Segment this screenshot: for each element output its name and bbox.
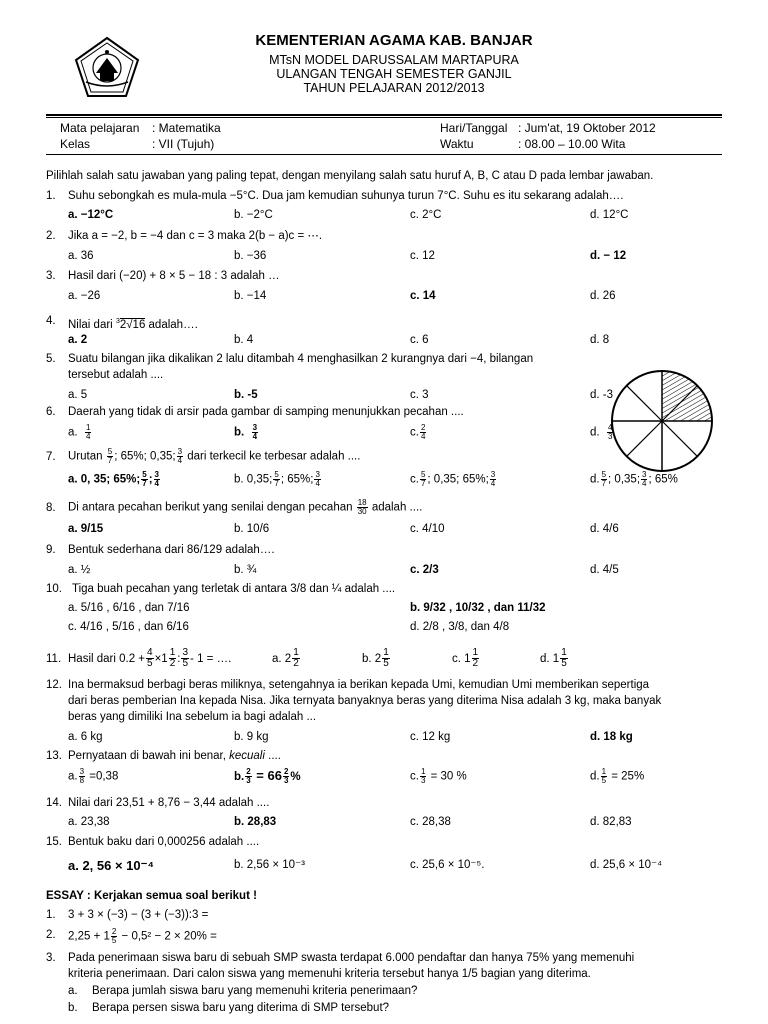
denominator: 2 bbox=[472, 658, 479, 670]
option-b[interactable]: b. ¾ bbox=[234, 564, 257, 576]
root-index: 3 bbox=[115, 318, 120, 325]
option-d[interactable]: d. 4/5 bbox=[590, 564, 619, 576]
fraction bbox=[420, 768, 426, 785]
fraction bbox=[560, 648, 568, 669]
option-a[interactable]: a. 5/16 , 6/16 , dan 7/16 bbox=[68, 602, 190, 614]
question-number: 9. bbox=[46, 544, 56, 556]
options-7 bbox=[46, 471, 726, 493]
question-text-post: - 1 = …. bbox=[190, 653, 232, 665]
option-c[interactable] bbox=[410, 471, 497, 488]
option-a[interactable] bbox=[68, 471, 161, 488]
fraction bbox=[111, 928, 117, 945]
denominator: 4 bbox=[85, 432, 91, 441]
denominator: 4 bbox=[490, 479, 496, 488]
denominator: 2 bbox=[169, 658, 176, 670]
numerator: 1 bbox=[472, 647, 479, 659]
option-a[interactable]: a. 5 bbox=[68, 389, 88, 401]
option-b[interactable]: b. 2,56 × 10⁻³ bbox=[234, 859, 305, 871]
option-text: ; 0,35; 65%; bbox=[427, 473, 489, 486]
option-c[interactable]: c. 4/16 , 5/16 , dan 6/16 bbox=[68, 621, 189, 633]
option-text: b. 2 bbox=[362, 653, 382, 665]
option-text: = 30 % bbox=[427, 770, 467, 783]
question-text-post: adalah…. bbox=[145, 318, 198, 331]
numerator: 1 bbox=[383, 647, 389, 659]
question-number: 1. bbox=[46, 909, 56, 921]
subject-value: : Matematika bbox=[152, 121, 221, 135]
fraction bbox=[382, 648, 390, 669]
denominator: 5 bbox=[147, 658, 153, 670]
denominator: 7 bbox=[601, 479, 607, 488]
day-value: : Jum'at, 19 Oktober 2012 bbox=[518, 121, 656, 135]
option-letter: b. bbox=[234, 426, 245, 439]
fraction bbox=[314, 471, 320, 488]
question-text-pre: Nilai dari bbox=[68, 318, 116, 331]
option-b[interactable]: b. -5 bbox=[234, 389, 258, 401]
denominator: 4 bbox=[420, 432, 426, 441]
question-text: Bentuk sederhana dari 86/129 adalah…. bbox=[68, 544, 275, 556]
question-number: 3. bbox=[46, 270, 56, 282]
denominator: 7 bbox=[142, 479, 147, 488]
question-number: 13. bbox=[46, 750, 62, 762]
class-value: : VII (Tujuh) bbox=[152, 137, 215, 151]
question-text: Suatu bilangan jika dikalikan 2 lalu ditambah 4 menghasilkan 2 kurangnya dari −4, bilangan bbox=[68, 353, 534, 365]
question-number: 1. bbox=[46, 190, 56, 202]
question-number: 2. bbox=[46, 230, 56, 242]
sub-question-letter: a. bbox=[68, 985, 78, 997]
option-text: c. 1 bbox=[452, 653, 471, 665]
denominator: 30 bbox=[357, 507, 367, 516]
denominator: 3 bbox=[283, 776, 289, 786]
option-letter: d. bbox=[590, 770, 600, 783]
numerator: 5 bbox=[142, 470, 147, 479]
denominator: 7 bbox=[107, 456, 113, 465]
question-number: 14. bbox=[46, 797, 62, 809]
numerator: 5 bbox=[107, 447, 113, 456]
options-6 bbox=[46, 424, 726, 446]
question-number: 10. bbox=[46, 583, 62, 595]
option-c[interactable]: c. 14 bbox=[410, 290, 436, 302]
question-number: 11. bbox=[46, 653, 62, 665]
question-text bbox=[68, 448, 360, 465]
question-text-mid: ×1 bbox=[154, 653, 168, 665]
fraction bbox=[472, 648, 480, 669]
option-d[interactable]: d. − 12 bbox=[590, 250, 627, 262]
numerator: 3 bbox=[79, 767, 85, 776]
numerator: 3 bbox=[315, 470, 320, 479]
numerator: 5 bbox=[420, 470, 426, 479]
question-text-post: dari terkecil ke terbesar adalah .... bbox=[184, 450, 361, 463]
denominator: 3 bbox=[420, 776, 426, 785]
option-d[interactable]: d. 26 bbox=[590, 290, 616, 302]
option-d[interactable] bbox=[590, 768, 644, 785]
option-d[interactable]: d. 18 kg bbox=[590, 731, 633, 743]
option-c[interactable]: c. 12 kg bbox=[410, 731, 451, 743]
question-text: 3 + 3 × (−3) − (3 + (−3)):3 = bbox=[68, 909, 209, 921]
option-text: ; 65% bbox=[648, 473, 678, 486]
question-7 bbox=[46, 448, 726, 468]
numerator: 4 bbox=[607, 423, 613, 432]
option-letter: a. bbox=[68, 426, 78, 439]
question-number: 15. bbox=[46, 836, 62, 848]
option-d[interactable]: d. 12°C bbox=[590, 209, 629, 221]
option-d[interactable] bbox=[590, 424, 614, 441]
option-d[interactable]: d. 2/8 , 3/8, dan 4/8 bbox=[410, 621, 510, 633]
option-c[interactable] bbox=[452, 645, 480, 673]
question-text bbox=[68, 645, 231, 673]
option-a[interactable] bbox=[68, 768, 118, 785]
question-number: 4. bbox=[46, 315, 56, 327]
option-b[interactable] bbox=[234, 768, 301, 785]
question-text: tersebut adalah .... bbox=[68, 369, 164, 381]
option-a[interactable] bbox=[272, 645, 301, 673]
question-text-post: adalah .... bbox=[368, 501, 423, 514]
numerator: 3 bbox=[642, 470, 647, 479]
question-11 bbox=[46, 645, 726, 673]
denominator: 4 bbox=[154, 479, 159, 488]
time-label: Waktu bbox=[440, 137, 474, 151]
denominator: 4 bbox=[642, 479, 647, 488]
header-divider bbox=[46, 114, 722, 116]
option-d[interactable]: d. 25,6 × 10⁻⁴ bbox=[590, 859, 663, 871]
day-label: Hari/Tanggal bbox=[440, 121, 508, 135]
school-year: TAHUN PELAJARAN 2012/2013 bbox=[303, 81, 485, 95]
question-text: Bentuk baku dari 0,000256 adalah .... bbox=[68, 836, 260, 848]
instruction: Pilihlah salah satu jawaban yang paling tepat, dengan menyilang salah satu huruf A, B, C atau D pada lembar jawaban. bbox=[46, 170, 654, 182]
denominator: 4 bbox=[252, 432, 258, 441]
option-a[interactable]: a. 23,38 bbox=[68, 816, 110, 828]
question-text: beras yang dimiliki Ina sebelum ia bagi adalah ... bbox=[68, 711, 317, 723]
fraction bbox=[601, 471, 607, 488]
denominator: 7 bbox=[274, 479, 279, 488]
question-number: 2. bbox=[46, 929, 56, 941]
fraction bbox=[107, 448, 113, 465]
question-number: 6. bbox=[46, 406, 56, 418]
numerator: 2 bbox=[246, 767, 251, 777]
fraction bbox=[420, 471, 426, 488]
fraction bbox=[79, 768, 85, 785]
option-b[interactable]: b. 10/6 bbox=[234, 523, 270, 535]
question-text-post: − 0,5² − 2 × 20% = bbox=[118, 930, 217, 943]
denominator: 8 bbox=[79, 776, 85, 785]
numerator: 2 bbox=[283, 767, 289, 777]
fraction bbox=[252, 424, 258, 441]
denominator: 7 bbox=[420, 479, 426, 488]
option-text: ; bbox=[148, 473, 153, 486]
question-text bbox=[68, 499, 422, 516]
sub-question-text: Berapa jumlah siswa baru yang memenuhi kriteria penerimaan? bbox=[92, 985, 418, 997]
option-b[interactable]: b. −14 bbox=[234, 290, 267, 302]
option-c[interactable]: c. 2°C bbox=[410, 209, 442, 221]
question-text-italic: kecuali bbox=[229, 750, 265, 762]
denominator: 5 bbox=[561, 658, 567, 670]
option-a[interactable]: a. 2, 56 × 10⁻⁴ bbox=[68, 858, 154, 873]
info-divider bbox=[46, 154, 722, 155]
denominator: 4 bbox=[315, 479, 320, 488]
option-a[interactable]: a. −26 bbox=[68, 290, 101, 302]
option-b[interactable] bbox=[234, 471, 322, 488]
option-d[interactable] bbox=[590, 471, 678, 488]
question-text: Daerah yang tidak di arsir pada gambar di samping menunjukkan pecahan .... bbox=[68, 406, 464, 418]
question-text-pre: Pernyataan di bawah ini benar, bbox=[68, 750, 230, 762]
question-text bbox=[68, 749, 281, 764]
question-text: dari beras pemberian Ina kepada Nisa. Jika ternyata banyaknya beras yang diterima Nisa adalah 3 kg, maka banyak bbox=[68, 695, 662, 707]
numerator: 3 bbox=[182, 647, 189, 659]
question-text: Ina bermaksud berbagi beras miliknya, setengahnya ia berikan kepada Umi, kemudian Umi memberikan sepertiga bbox=[68, 679, 650, 691]
numerator: 1 bbox=[169, 647, 176, 659]
option-c[interactable]: c. 3 bbox=[410, 389, 429, 401]
fraction bbox=[490, 471, 496, 488]
question-text bbox=[68, 928, 217, 945]
fraction bbox=[141, 471, 147, 488]
option-b[interactable]: b. 9 kg bbox=[234, 731, 269, 743]
numerator: 18 bbox=[357, 498, 367, 507]
question-8 bbox=[46, 499, 726, 519]
fraction bbox=[177, 448, 183, 465]
denominator: 4 bbox=[177, 456, 183, 465]
numerator: 1 bbox=[601, 767, 607, 776]
question-number: 7. bbox=[46, 451, 56, 463]
option-d[interactable]: d. 4/6 bbox=[590, 523, 619, 535]
option-c[interactable]: c. 2/3 bbox=[410, 564, 439, 576]
option-a[interactable] bbox=[68, 424, 92, 441]
option-a[interactable]: a. −12°C bbox=[68, 209, 114, 221]
option-d[interactable]: d. 8 bbox=[590, 334, 610, 346]
denominator: 5 bbox=[383, 658, 389, 670]
fraction bbox=[273, 471, 279, 488]
numerator: 1 bbox=[85, 423, 91, 432]
fraction bbox=[292, 648, 300, 669]
question-number: 5. bbox=[46, 353, 56, 365]
option-text: ; 0,35; bbox=[608, 473, 641, 486]
option-a[interactable]: a. 2 bbox=[68, 334, 88, 346]
question-text-pre: Hasil dari 0.2 + bbox=[68, 653, 146, 665]
numerator: 1 bbox=[420, 767, 426, 776]
denominator: 5 bbox=[111, 936, 117, 945]
option-b[interactable] bbox=[362, 645, 391, 673]
option-c[interactable]: c. 12 bbox=[410, 250, 435, 262]
numerator: 4 bbox=[147, 647, 153, 659]
question-text: Suhu sebongkah es mula-mula −5°C. Dua jam kemudian suhunya turun 7°C. Suhu es itu sekarang adalah…. bbox=[68, 190, 624, 202]
option-a[interactable]: a. 36 bbox=[68, 250, 94, 262]
fraction bbox=[641, 471, 647, 488]
option-c[interactable] bbox=[410, 424, 427, 441]
question-text-post: .... bbox=[264, 750, 281, 762]
fraction bbox=[420, 424, 426, 441]
root-expression: 2√16 bbox=[119, 318, 146, 331]
option-c[interactable] bbox=[410, 768, 467, 785]
option-letter: a. bbox=[68, 770, 78, 783]
option-text: d. 1 bbox=[540, 653, 560, 665]
question-text: Hasil dari (−20) + 8 × 5 − 18 : 3 adalah … bbox=[68, 270, 280, 282]
option-letter: d. bbox=[590, 426, 600, 439]
fraction bbox=[181, 648, 189, 669]
fraction bbox=[85, 424, 91, 441]
fraction bbox=[607, 424, 613, 441]
time-value: : 08.00 – 10.00 Wita bbox=[518, 137, 626, 151]
option-c[interactable]: c. 4/10 bbox=[410, 523, 445, 535]
exam-header bbox=[0, 32, 768, 95]
options-13 bbox=[46, 768, 726, 790]
option-letter: b. bbox=[234, 771, 245, 783]
numerator: 3 bbox=[154, 470, 159, 479]
numerator: 1 bbox=[293, 647, 299, 659]
fraction bbox=[601, 768, 607, 785]
option-text: b. 0,35; bbox=[234, 473, 273, 486]
school-name: MTsN MODEL DARUSSALAM MARTAPURA bbox=[269, 53, 519, 67]
option-d[interactable]: d. -3 bbox=[590, 389, 614, 401]
option-a[interactable]: a. 9/15 bbox=[68, 523, 104, 535]
option-b[interactable]: b. 9/32 , 10/32 , dan 11/32 bbox=[410, 602, 546, 614]
numerator: 2 bbox=[111, 927, 117, 936]
option-text: = 66 bbox=[252, 768, 282, 783]
option-text: a. 2 bbox=[272, 653, 292, 665]
sub-question-text: Berapa persen siswa baru yang diterima di SMP tersebut? bbox=[92, 1002, 390, 1014]
question-text-pre: 2,25 + 1 bbox=[68, 930, 110, 943]
option-text: % bbox=[290, 771, 301, 783]
numerator: 3 bbox=[490, 470, 496, 479]
numerator: 3 bbox=[252, 423, 258, 432]
option-d[interactable] bbox=[540, 645, 569, 673]
question-number: 3. bbox=[46, 952, 56, 964]
fraction bbox=[154, 471, 160, 488]
sub-question-letter: b. bbox=[68, 1002, 78, 1014]
fraction bbox=[283, 768, 289, 785]
fraction bbox=[169, 648, 177, 669]
option-b[interactable]: b. 4 bbox=[234, 334, 254, 346]
option-b[interactable]: b. −2°C bbox=[234, 209, 273, 221]
fraction bbox=[245, 768, 251, 785]
question-text: Nilai dari 23,51 + 8,76 − 3,44 adalah .... bbox=[68, 797, 270, 809]
option-b[interactable]: b. 28,83 bbox=[234, 816, 277, 828]
option-letter: c. bbox=[410, 770, 419, 783]
denominator: 2 bbox=[293, 658, 299, 670]
fraction bbox=[146, 648, 154, 669]
question-text: Jika a = −2, b = −4 dan c = 3 maka 2(b − a)c = ⋯. bbox=[68, 230, 323, 242]
option-text: c. bbox=[410, 473, 419, 486]
numerator: 3 bbox=[177, 447, 183, 456]
question-text-pre: Urutan bbox=[68, 450, 103, 463]
subject-label: Mata pelajaran bbox=[60, 121, 140, 135]
question-text-mid: ; 65%; 0,35; bbox=[114, 450, 176, 463]
essay-title: ESSAY : Kerjakan semua soal berikut ! bbox=[46, 890, 257, 902]
question-number: 8. bbox=[46, 502, 56, 514]
option-text: d. bbox=[590, 473, 600, 486]
numerator: 1 bbox=[561, 647, 567, 659]
option-a[interactable]: a. ½ bbox=[68, 564, 91, 576]
question-text: kriteria penerimaan. Dari calon siswa yang memenuhi kriteria tersebut hanya 1/5 bagian yang diterima. bbox=[68, 968, 591, 980]
denominator: 5 bbox=[601, 776, 607, 785]
option-text: a. 0, 35; 65%; bbox=[68, 473, 141, 486]
option-text: =0,38 bbox=[86, 770, 119, 783]
option-b[interactable]: b. −36 bbox=[234, 250, 267, 262]
option-c[interactable]: c. 28,38 bbox=[410, 816, 451, 828]
header-divider-thin bbox=[46, 117, 722, 118]
denominator: 3 bbox=[607, 432, 613, 441]
ministry-title: KEMENTERIAN AGAMA KAB. BANJAR bbox=[255, 32, 533, 49]
numerator: 2 bbox=[420, 423, 426, 432]
option-text: = 25% bbox=[608, 770, 645, 783]
question-text-mid: : bbox=[177, 653, 181, 665]
option-text: ; 65%; bbox=[280, 473, 314, 486]
class-label: Kelas bbox=[60, 137, 91, 151]
numerator: 5 bbox=[601, 470, 607, 479]
option-c[interactable]: c. 6 bbox=[410, 334, 429, 346]
option-c[interactable]: c. 25,6 × 10⁻⁵. bbox=[410, 859, 485, 871]
question-text: Tiga buah pecahan yang terletak di antara 3/8 dan ¼ adalah .... bbox=[72, 583, 396, 595]
option-a[interactable]: a. 6 kg bbox=[68, 731, 103, 743]
question-text bbox=[68, 314, 198, 333]
option-d[interactable]: d. 82,83 bbox=[590, 816, 632, 828]
exam-name: ULANGAN TENGAH SEMESTER GANJIL bbox=[276, 67, 512, 81]
fraction bbox=[357, 499, 368, 516]
denominator: 5 bbox=[182, 658, 189, 670]
option-b[interactable] bbox=[234, 424, 259, 441]
option-letter: c. bbox=[410, 426, 419, 439]
essay-2 bbox=[46, 928, 726, 946]
question-text: Pada penerimaan siswa baru di sebuah SMP swasta terdapat 6.000 pendaftar dan hanya 75% yang memenuhi bbox=[68, 952, 635, 964]
question-text-pre: Di antara pecahan berikut yang senilai dengan pecahan bbox=[68, 501, 353, 514]
numerator: 5 bbox=[274, 470, 279, 479]
question-number: 12. bbox=[46, 679, 62, 691]
denominator: 3 bbox=[246, 776, 251, 786]
